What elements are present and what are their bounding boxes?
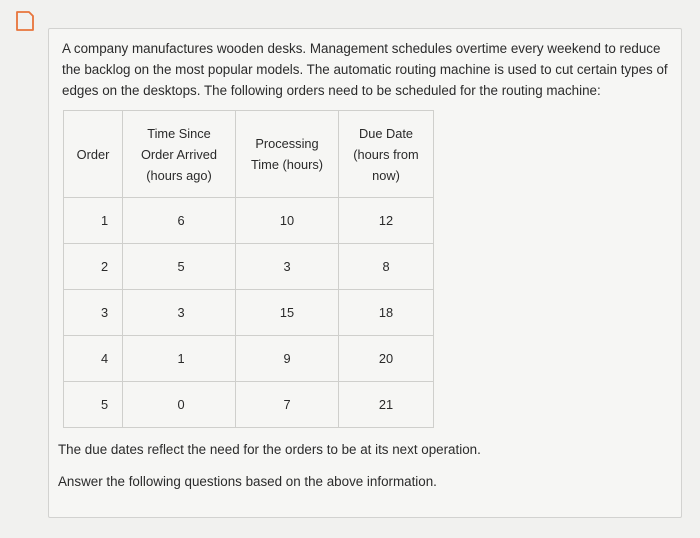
cell-due: 21 <box>339 382 434 428</box>
cell-time-since: 6 <box>123 198 236 244</box>
cell-due: 20 <box>339 336 434 382</box>
cell-time-since: 3 <box>123 290 236 336</box>
cell-processing: 7 <box>236 382 339 428</box>
table-row <box>64 290 434 336</box>
header-order: Order <box>64 111 123 198</box>
table-row <box>64 336 434 382</box>
cell-time-since: 5 <box>123 244 236 290</box>
cell-order: 4 <box>64 336 123 382</box>
intro-text: A company manufactures wooden desks. Management schedules overtime every weekend to reduce the backlog on the most popular models. The automatic routing machine is used to cut certain types of edges on the desktops. The following orders need to be scheduled for the routing machine: <box>62 41 668 98</box>
cell-time-since: 1 <box>123 336 236 382</box>
table-header-row <box>64 111 434 198</box>
cell-processing: 10 <box>236 198 339 244</box>
cell-processing: 3 <box>236 244 339 290</box>
cell-due: 12 <box>339 198 434 244</box>
cell-due: 18 <box>339 290 434 336</box>
cell-processing: 15 <box>236 290 339 336</box>
table-row <box>64 244 434 290</box>
table-row <box>64 382 434 428</box>
due-dates-note: The due dates reflect the need for the orders to be at its next operation. <box>58 442 481 457</box>
cell-order: 5 <box>64 382 123 428</box>
cell-order: 2 <box>64 244 123 290</box>
cell-processing: 9 <box>236 336 339 382</box>
header-due-date: Due Date (hours from now) <box>339 111 434 198</box>
orders-table <box>63 110 434 428</box>
header-time-since: Time Since Order Arrived (hours ago) <box>123 111 236 198</box>
bookmark-icon[interactable] <box>14 10 36 32</box>
header-processing-time: Processing Time (hours) <box>236 111 339 198</box>
instructions-note: Answer the following questions based on the above information. <box>58 474 437 489</box>
cell-due: 8 <box>339 244 434 290</box>
cell-order: 1 <box>64 198 123 244</box>
table-row <box>64 198 434 244</box>
cell-time-since: 0 <box>123 382 236 428</box>
cell-order: 3 <box>64 290 123 336</box>
